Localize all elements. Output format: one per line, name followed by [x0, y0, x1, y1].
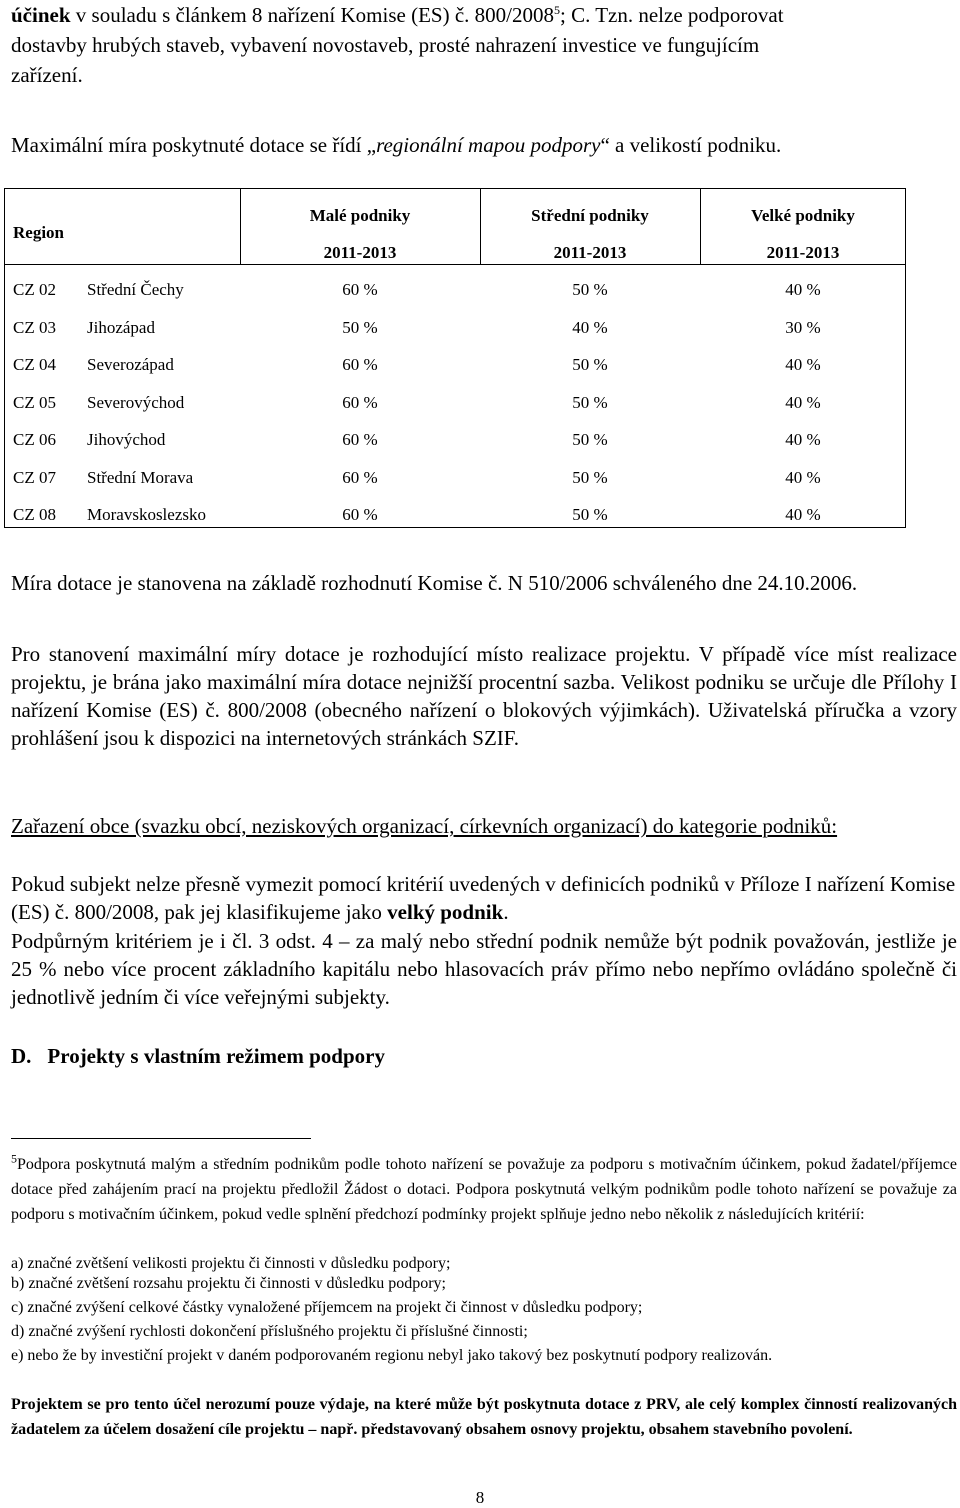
row-code: CZ 05	[13, 393, 56, 412]
row-large-rate: 40 %	[785, 280, 821, 299]
section-d-title: Projekty s vlastním režimem podpory	[47, 1044, 385, 1068]
category-paragraph-2: Podpůrným kritériem je i čl. 3 odst. 4 – za malý nebo střední podnik nemůže být podnik považován, jestliže je 25 % nebo více procent základního kapitálu nebo hlasovacích práv přímo nebo nepřímo ovládáno společně či jednotlivě jedním či více veřejnými subjekty.	[11, 929, 957, 1009]
category-p1-end: .	[503, 900, 509, 924]
header-large: Velké podniky	[751, 206, 855, 225]
row-region-name: Severovýchod	[87, 393, 185, 412]
footnote-separator	[11, 1138, 311, 1139]
row-medium-rate: 50 %	[572, 505, 608, 524]
category-paragraph-1	[11, 870, 957, 926]
row-region-name: Střední Čechy	[87, 280, 184, 299]
row-code: CZ 04	[13, 355, 56, 374]
footnote-item-d: d) značné zvýšení rychlosti dokončení příslušného projektu či příslušné činnosti;	[11, 1323, 528, 1340]
row-code: CZ 03	[13, 318, 56, 337]
location-paragraph: Pro stanovení maximální míry dotace je rozhodující místo realizace projektu. V případě více míst realizace projektu, je brána jako maximální míra dotace nejnižší procentní sazba. Velikost podniku se určuje dle Přílohy I nařízení Komise (ES) č. 800/2008 (obecného nařízení o blokových výjimkách). Uživatelská příručka a vzory prohlášení jsou k dispozici na internetových stránkách SZIF.	[11, 642, 957, 750]
header-small-period: 2011-2013	[323, 243, 397, 262]
max-subsidy-before: Maximální míra poskytnuté dotace se řídí „	[11, 133, 377, 157]
max-subsidy-paragraph	[11, 131, 781, 159]
footnote-bold-note: Projektem se pro tento účel nerozumí pouze výdaje, na které může být poskytnuta dotace z PRV, ale celý komplex činností realizovaných žadatelem za účelem dosažení cíle projektu – např. představovaný obsahem osnovy projektu, obsahem stavebního povolení.	[11, 1396, 957, 1438]
category-p1-bold: velký podnik	[387, 900, 504, 924]
region-header: Region	[13, 223, 64, 242]
category-heading-text: Zařazení obce (svazku obcí, neziskových organizací, církevních organizací) do kategorie podniků:	[11, 814, 838, 838]
header-bottom-rule	[5, 264, 905, 265]
row-large-rate: 30 %	[785, 318, 821, 337]
max-subsidy-after: “ a velikostí podniku.	[600, 133, 782, 157]
intro-line-1-text: v souladu s článkem 8 nařízení Komise (ES) č. 800/2008	[70, 3, 554, 27]
header-medium-period: 2011-2013	[553, 243, 627, 262]
row-code: CZ 07	[13, 468, 56, 487]
row-small-rate: 60 %	[342, 468, 378, 487]
row-small-rate: 60 %	[342, 430, 378, 449]
subsidy-rate-table	[4, 188, 906, 528]
row-medium-rate: 50 %	[572, 430, 608, 449]
intro-line-2: dostavby hrubých staveb, vybavení novostaveb, prosté nahrazení investice ve fungujícím	[11, 33, 760, 57]
intro-bold-word: účinek	[11, 3, 71, 27]
category-heading	[11, 812, 957, 840]
section-d-heading	[11, 1042, 385, 1070]
row-small-rate: 60 %	[342, 280, 378, 299]
max-subsidy-italic: regionální mapou podpory	[376, 133, 601, 157]
intro-line-1-end: ; C. Tzn. nelze podporovat	[560, 3, 784, 27]
row-medium-rate: 50 %	[572, 468, 608, 487]
header-large-period: 2011-2013	[766, 243, 840, 262]
row-region-name: Moravskoslezsko	[87, 505, 206, 524]
page-number: 8	[475, 1488, 485, 1507]
row-region-name: Severozápad	[87, 355, 174, 374]
row-small-rate: 60 %	[342, 393, 378, 412]
intro-line-3: zařízení.	[11, 63, 83, 87]
row-medium-rate: 40 %	[572, 318, 608, 337]
row-code: CZ 08	[13, 505, 56, 524]
row-large-rate: 40 %	[785, 393, 821, 412]
footnote-item-c: c) značné zvýšení celkové částky vynaložené příjemcem na projekt či činnost v důsledku podpory;	[11, 1299, 643, 1316]
footnote-item-a: a) značné zvětšení velikosti projektu či činnosti v důsledku podpory;	[11, 1255, 451, 1272]
row-region-name: Jihovýchod	[87, 430, 166, 449]
rate-paragraph: Míra dotace je stanovena na základě rozhodnutí Komise č. N 510/2006 schváleného dne 24.10.2006.	[11, 571, 858, 595]
row-region-name: Jihozápad	[87, 318, 155, 337]
row-large-rate: 40 %	[785, 505, 821, 524]
row-large-rate: 40 %	[785, 355, 821, 374]
footnote-mark: 5	[11, 1151, 17, 1166]
row-large-rate: 40 %	[785, 430, 821, 449]
footnote-item-e: e) nebo že by investiční projekt v daném podporovaném regionu nebyl jako takový bez poskytnutí podpory realizován.	[11, 1347, 773, 1364]
row-code: CZ 06	[13, 430, 56, 449]
footnote-ref: 5	[554, 3, 560, 17]
row-small-rate: 50 %	[342, 318, 378, 337]
category-p1-text: Pokud subjekt nelze přesně vymezit pomocí kritérií uvedených v definicích podniků v Příloze I nařízení Komise (ES) č. 800/2008, pak jej klasifikujeme jako	[11, 872, 956, 924]
row-code: CZ 02	[13, 280, 56, 299]
intro-line-1	[11, 1, 784, 29]
row-medium-rate: 50 %	[572, 355, 608, 374]
row-medium-rate: 50 %	[572, 393, 608, 412]
header-small: Malé podniky	[309, 206, 411, 225]
row-medium-rate: 50 %	[572, 280, 608, 299]
row-large-rate: 40 %	[785, 468, 821, 487]
row-small-rate: 60 %	[342, 355, 378, 374]
footnote-item-b: b) značné zvětšení rozsahu projektu či činnosti v důsledku podpory;	[11, 1275, 446, 1292]
row-region-name: Střední Morava	[87, 468, 194, 487]
footnote-paragraph	[11, 1152, 957, 1227]
row-small-rate: 60 %	[342, 505, 378, 524]
section-d-letter: D.	[11, 1044, 32, 1068]
header-medium: Střední podniky	[531, 206, 649, 225]
footnote-text: Podpora poskytnutá malým a středním podnikům podle tohoto nařízení se považuje za podporu s motivačním účinkem, pokud žadatel/příjemce dotace před zahájením prací na projektu předložil Žádost o dotaci. Podpora poskytnutá velkým podnikům podle tohoto nařízení se považuje za podporu s motivačním účinkem, pokud vedle splnění předchozí podmínky projekt splňuje jedno nebo několik z následujících kritérií:	[11, 1156, 957, 1223]
